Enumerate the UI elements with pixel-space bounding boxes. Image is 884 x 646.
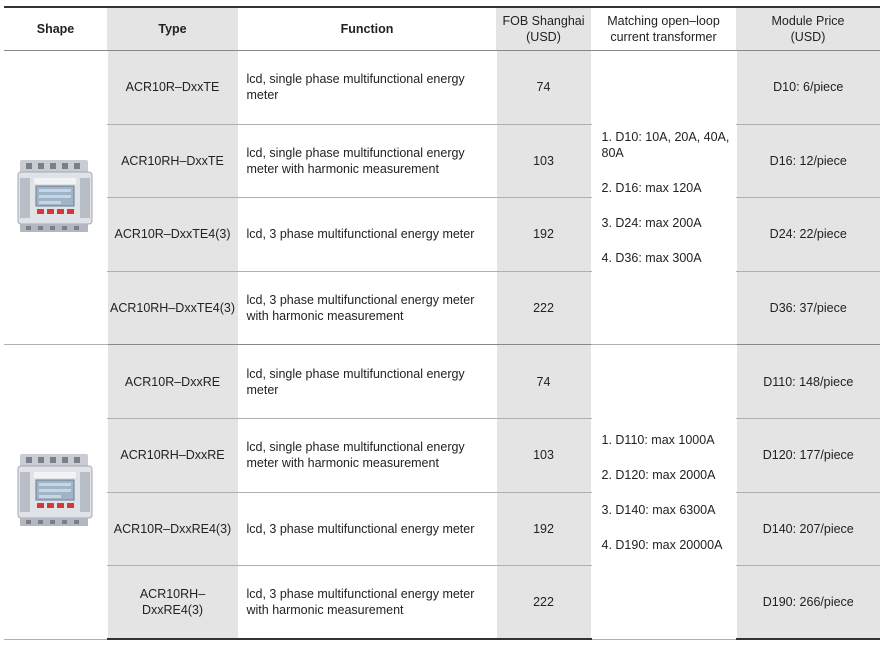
- module-price-cell: D10: 6/piece: [736, 51, 880, 125]
- function-cell: lcd, single phase multifunctional energy meter with harmonic measurement: [238, 124, 496, 198]
- function-cell: lcd, 3 phase multifunctional energy meter with harmonic measurement: [238, 271, 496, 345]
- ct-item: 4. D36: max 300A: [601, 251, 702, 266]
- ct-item: 2. D120: max 2000A: [601, 467, 716, 482]
- ct-cell: [591, 345, 736, 639]
- ct-item: 1. D110: max 1000A: [601, 432, 715, 447]
- module-price-cell: D190: 266/piece: [736, 566, 880, 640]
- type-cell: ACR10RH–DxxRE: [107, 418, 238, 492]
- fob-price-cell: 192: [496, 198, 591, 272]
- table-row: [4, 418, 880, 492]
- function-cell: lcd, 3 phase multifunctional energy meter: [238, 492, 496, 566]
- table-row: [4, 566, 880, 640]
- fob-price-cell: 192: [496, 492, 591, 566]
- header-price-line2: (USD): [790, 30, 826, 44]
- type-cell: ACR10RH–DxxTE4(3): [107, 271, 238, 345]
- type-cell: ACR10R–DxxRE4(3): [107, 492, 238, 566]
- fob-price-cell: 222: [496, 271, 591, 345]
- din-rail-meter-te-icon: [16, 156, 94, 240]
- type-cell: ACR10R–DxxRE: [107, 345, 238, 419]
- fob-price-cell: 74: [496, 345, 591, 419]
- shape-cell: [4, 345, 107, 639]
- shape-cell: [4, 51, 107, 345]
- module-price-cell: D120: 177/piece: [736, 418, 880, 492]
- module-price-cell: D24: 22/piece: [736, 198, 880, 272]
- header-price-line1: Module Price: [771, 14, 845, 28]
- header-row: [4, 7, 880, 51]
- ct-cell: [591, 51, 736, 345]
- type-cell: ACR10RH–DxxTE: [107, 124, 238, 198]
- din-rail-meter-re-icon: [16, 450, 94, 534]
- module-price-cell: D16: 12/piece: [736, 124, 880, 198]
- table-row: [4, 124, 880, 198]
- table-row: [4, 492, 880, 566]
- module-price-cell: D140: 207/piece: [736, 492, 880, 566]
- function-cell: lcd, single phase multifunctional energy meter: [238, 51, 496, 125]
- function-cell: lcd, 3 phase multifunctional energy meter: [238, 198, 496, 272]
- table-row: [4, 51, 880, 125]
- ct-item: 3. D24: max 200A: [601, 216, 702, 231]
- fob-price-cell: 103: [496, 418, 591, 492]
- table-row: [4, 271, 880, 345]
- fob-price-cell: 222: [496, 566, 591, 640]
- header-ct: [591, 7, 736, 51]
- fob-price-cell: 74: [496, 51, 591, 125]
- type-cell: ACR10R–DxxTE4(3): [107, 198, 238, 272]
- ct-item: 4. D190: max 20000A: [601, 537, 723, 552]
- header-ct-line1: Matching open–loop: [607, 14, 720, 28]
- function-cell: lcd, single phase multifunctional energy meter: [238, 345, 496, 419]
- ct-item: 3. D140: max 6300A: [601, 502, 716, 517]
- price-table: [4, 6, 880, 640]
- type-cell: ACR10R–DxxTE: [107, 51, 238, 125]
- ct-item: 2. D16: max 120A: [601, 181, 702, 196]
- type-cell: ACR10RH–DxxRE4(3): [107, 566, 238, 640]
- header-fob-line1: FOB Shanghai: [502, 14, 585, 28]
- header-shape: Shape: [4, 7, 107, 51]
- fob-price-cell: 103: [496, 124, 591, 198]
- module-price-cell: D36: 37/piece: [736, 271, 880, 345]
- header-function: Function: [238, 7, 496, 51]
- header-type: Type: [107, 7, 238, 51]
- module-price-cell: D110: 148/piece: [736, 345, 880, 419]
- table-row: [4, 198, 880, 272]
- table-row: [4, 345, 880, 419]
- function-cell: lcd, single phase multifunctional energy meter with harmonic measurement: [238, 418, 496, 492]
- header-ct-line2: current transformer: [610, 30, 717, 44]
- function-cell: lcd, 3 phase multifunctional energy meter with harmonic measurement: [238, 566, 496, 640]
- ct-item: 1. D10: 10A, 20A, 40A, 80A: [601, 130, 730, 161]
- header-fob-line2: (USD): [526, 30, 561, 44]
- header-price: [736, 7, 880, 51]
- header-fob: [496, 7, 591, 51]
